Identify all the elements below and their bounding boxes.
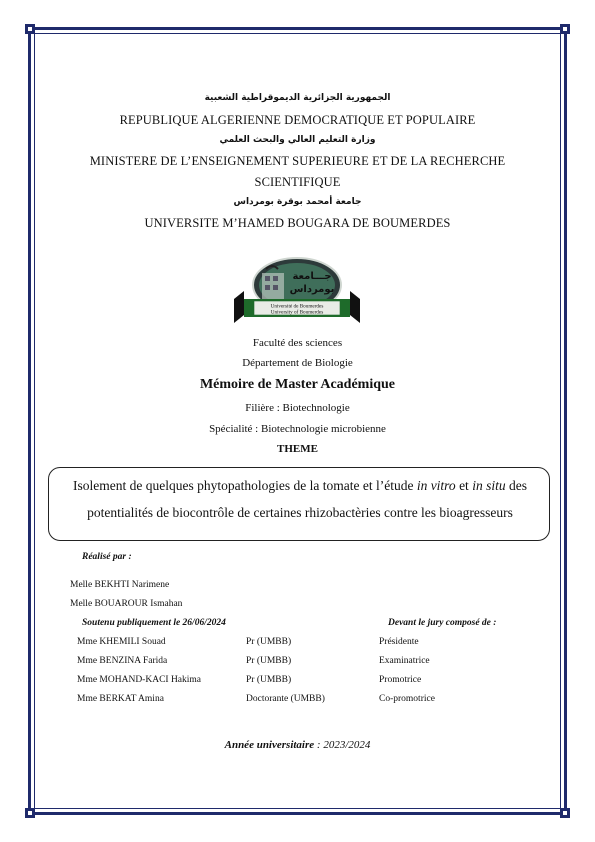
thesis-type-title: Mémoire de Master Académique bbox=[199, 377, 396, 392]
jury-member-name: Mme MOHAND-KACI Hakima bbox=[77, 675, 202, 685]
jury-member-role: Co-promotrice bbox=[379, 694, 435, 704]
jury-member-grade: Pr (UMBB) bbox=[246, 656, 292, 666]
corner-ornament bbox=[560, 808, 570, 818]
jury-member-role: Promotrice bbox=[379, 675, 422, 685]
theme-title-line1 bbox=[49, 478, 551, 494]
theme-text: et bbox=[455, 478, 473, 493]
logo-arabic-text: بومرداس bbox=[289, 284, 335, 295]
theme-text: Isolement de quelques phytopathologies de la tomate et l’étude bbox=[73, 478, 417, 493]
authors-label: Réalisé par : bbox=[82, 552, 132, 562]
arabic-republic-title: الجمهورية الجزائرية الديموقراطية الشعبية bbox=[204, 93, 391, 103]
republic-title: REPUBLIQUE ALGERIENNE DEMOCRATIQUE ET POPULAIRE bbox=[119, 113, 476, 127]
ministry-title-line1: MINISTERE DE L’ENSEIGNEMENT SUPERIEURE ET DE LA RECHERCHE bbox=[89, 154, 506, 168]
corner-ornament bbox=[25, 808, 35, 818]
jury-member-name: Mme KHEMILI Souad bbox=[77, 637, 166, 647]
jury-label: Devant le jury composé de : bbox=[388, 618, 497, 628]
academic-year-label: Année universitaire bbox=[224, 739, 315, 751]
jury-member-grade: Pr (UMBB) bbox=[246, 675, 292, 685]
logo-banner-text: Université de Boumerdes bbox=[270, 303, 324, 310]
arabic-university-title: جامعة أمحمد بوقرة بومرداس bbox=[233, 197, 362, 207]
defense-date: Soutenu publiquement le 26/06/2024 bbox=[82, 618, 226, 628]
theme-italic-text: in vitro bbox=[416, 478, 456, 493]
arabic-ministry-title: وزارة التعليم العالي والبحث العلمي bbox=[219, 135, 376, 145]
jury-member-name: Mme BENZINA Farida bbox=[77, 656, 168, 666]
theme-title-line2: potentialités de biocontrôle de certaines rhizobactèries contre les bioagresseurs bbox=[87, 505, 513, 520]
specialite-line: Spécialité : Biotechnologie microbienne bbox=[209, 423, 386, 435]
faculty-name: Faculté des sciences bbox=[252, 337, 343, 349]
jury-member-role: Présidente bbox=[379, 637, 419, 647]
logo-banner-text: University of Boumerdes bbox=[270, 309, 324, 316]
corner-ornament bbox=[25, 24, 35, 34]
jury-member-name: Mme BERKAT Amina bbox=[77, 694, 164, 704]
author-name: Melle BEKHTI Narimene bbox=[70, 580, 170, 590]
university-title: UNIVERSITE M’HAMED BOUGARA DE BOUMERDES bbox=[144, 216, 451, 230]
university-logo bbox=[232, 255, 362, 323]
department-name: Département de Biologie bbox=[242, 357, 353, 369]
ministry-title-line2: SCIENTIFIQUE bbox=[254, 175, 341, 189]
corner-ornament bbox=[560, 24, 570, 34]
jury-member-grade: Pr (UMBB) bbox=[246, 637, 292, 647]
academic-year bbox=[0, 739, 595, 751]
theme-box bbox=[48, 467, 550, 541]
page-border-inner bbox=[34, 33, 561, 809]
jury-member-grade: Doctorante (UMBB) bbox=[246, 694, 325, 704]
logo-arabic-text: جـــامعة bbox=[292, 271, 332, 282]
author-name: Melle BOUAROUR Ismahan bbox=[70, 599, 183, 609]
academic-year-value: : 2023/2024 bbox=[314, 739, 371, 751]
filiere-line: Filière : Biotechnologie bbox=[245, 402, 350, 414]
jury-member-role: Examinatrice bbox=[379, 656, 430, 666]
theme-label: THEME bbox=[277, 443, 318, 455]
theme-italic-text: in situ bbox=[472, 478, 506, 493]
theme-text: des bbox=[505, 478, 527, 493]
